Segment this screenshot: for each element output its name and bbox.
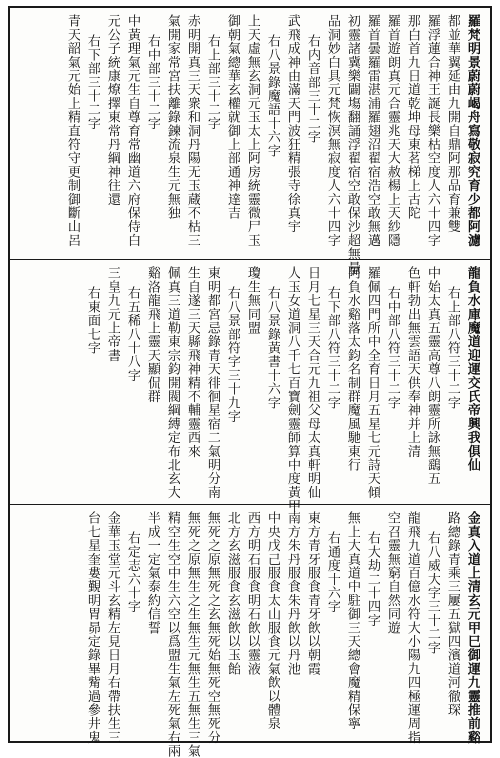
text-column: 右八景錄魔語十六字 bbox=[265, 34, 280, 158]
text-column: 阿負水谿落太鈞名制群魔風馳東行 bbox=[345, 266, 360, 472]
text-column: 元公子統康燎擇東常丹綱神往還 bbox=[105, 14, 120, 206]
text-column: 右下部三十二字 bbox=[85, 34, 100, 130]
middle-register bbox=[10, 260, 490, 513]
text-column: 右八景部符字三十九字 bbox=[225, 286, 240, 423]
text-column: 生自遂三天縣飛神精不輔靈西來 bbox=[185, 266, 200, 458]
text-column: 金真入道上清玄元甲巳御運九靈推前谿 bbox=[465, 511, 480, 744]
text-column: 右東面七字 bbox=[85, 286, 100, 355]
text-column: 羅首遊朗真元合靈兆天大赦楊上天紗隱 bbox=[385, 14, 400, 247]
text-column: 三皇九元上帝書 bbox=[105, 266, 120, 362]
text-column: 羅佩四門所中全育日月五星七元詩天傾 bbox=[365, 266, 380, 499]
text-column: 日月七星三天合元九祖父母太真軒明仙 bbox=[305, 266, 320, 499]
text-column: 右定志六十字 bbox=[125, 531, 140, 614]
text-column: 都並華翼延由九開自鼎阿那品育兼雙 bbox=[445, 14, 460, 234]
text-column: 那白首九日道乾坤母東茗梯上古陀 bbox=[405, 14, 420, 220]
text-column: 御朝氣總華玄權就御上部通神達吉 bbox=[225, 14, 240, 220]
lower-register bbox=[10, 505, 490, 758]
text-column: 無死之原無生之生無生元無生五無生三氣 bbox=[185, 511, 200, 758]
text-column: 金華玉堂元斗玄精左見日月右帶扶生三 bbox=[105, 511, 120, 744]
text-column: 上天虛無玄洞元玉太上阿房統靈微尸玉 bbox=[245, 14, 260, 247]
text-column: 右上部三十二字 bbox=[205, 34, 220, 130]
text-column: 東明都宮忌錄青天徘徊星宿二氣明分南 bbox=[205, 266, 220, 499]
text-column: 武飛成神由滿天門波狂精張寺徐真宇 bbox=[285, 14, 300, 234]
text-column: 羅首曇羅雷湛浦羅翅沼翟宿浩空敢無邁 bbox=[365, 14, 380, 247]
text-column: 右通度十六字 bbox=[325, 531, 340, 614]
text-column: 無上大真道中駐御三天總會魔精保寧 bbox=[345, 511, 360, 731]
text-column: 右中部八符三十二字 bbox=[385, 286, 400, 410]
text-column: 路總錄青乘三屢五獄四濱道河徹琛 bbox=[445, 511, 460, 717]
text-column: 右五稀八十八字 bbox=[125, 286, 140, 382]
text-column: 空召靈無窮自然同遊 bbox=[385, 511, 400, 635]
text-column: 北方玄滋服食玄滋飲以玉飴 bbox=[225, 511, 240, 676]
text-column: 中始太真五靈高尊八朗靈所詠無鷂五 bbox=[425, 266, 440, 486]
text-column: 羅梵明景蔚蔚嵑舟寫敬寂究育少都阿濾 bbox=[465, 14, 480, 247]
text-column: 人玉女道洞八千七百寶劍靈師算中度黃甲 bbox=[285, 266, 300, 513]
text-column: 青天韶氣元始上精直符守更制御斷山呂 bbox=[65, 14, 80, 247]
text-column: 羅浮蓮合神王誕長樂枯空度人六十四字 bbox=[425, 14, 440, 247]
text-column: 台七星奎婁覲明胃昴定錄畢觜過參井鬼 bbox=[85, 511, 100, 744]
text-column: 中央戊己服食太山服食元氣飲以體泉 bbox=[265, 511, 280, 731]
text-column: 右中部三十二字 bbox=[145, 34, 160, 130]
text-column: 精空生空中生六空以爲盟生氣左死氣右兩 bbox=[165, 511, 180, 758]
upper-register bbox=[10, 8, 490, 275]
text-column: 右八景錄黃書十六字 bbox=[265, 286, 280, 410]
text-column: 色軒勃出無雲語天供奉神并上清 bbox=[405, 266, 420, 458]
text-column: 瓊生無同盟 bbox=[245, 266, 260, 335]
text-column: 谿洛龍飛上靈天顯侃群 bbox=[145, 266, 160, 403]
text-column: 佩真三道勒東宗鈞開閥綱縛定布北玄大 bbox=[165, 266, 180, 499]
text-column: 右上部八符三十二字 bbox=[445, 286, 460, 410]
text-column: 半成一定氣泰約信誓 bbox=[145, 511, 160, 635]
text-column: 南方朱丹服食朱丹飲以丹池 bbox=[285, 511, 300, 676]
text-column: 東方青牙服食青牙飲以朝霞 bbox=[305, 511, 320, 676]
text-column: 右八威大字三十二字 bbox=[425, 531, 440, 655]
text-column: 右大劫二十四字 bbox=[365, 531, 380, 627]
text-column: 初靈諸冀樂闢塲翻誦浮翟宿空敢保沙超無量 bbox=[345, 14, 360, 275]
text-column: 赤明開真三天衆和洞丹陽无玉蔵不枯三 bbox=[185, 14, 200, 247]
text-column: 右内音部三十二字 bbox=[305, 34, 320, 144]
text-column: 無死之原無死之玄無死始無死空無死分 bbox=[205, 511, 220, 744]
text-column: 西方明石服食明石飲以靈液 bbox=[245, 511, 260, 676]
scripture-page bbox=[8, 6, 492, 758]
text-column: 中黃理氣元生自尊育常幽道六府保侍白 bbox=[125, 14, 140, 247]
text-column: 龍飛九道百億水符大小陽九四極運周指 bbox=[405, 511, 420, 744]
text-column: 氣開家常宮扶離錄鍊流泉生元無独 bbox=[165, 14, 180, 220]
text-column: 品洞妙白具元梵恢溟無寂度人六十四字 bbox=[325, 14, 340, 247]
text-column: 龍負水庫魔道迎運交氏帝興我俱仙 bbox=[465, 266, 480, 472]
text-column: 右下部八符三十二字 bbox=[325, 286, 340, 410]
